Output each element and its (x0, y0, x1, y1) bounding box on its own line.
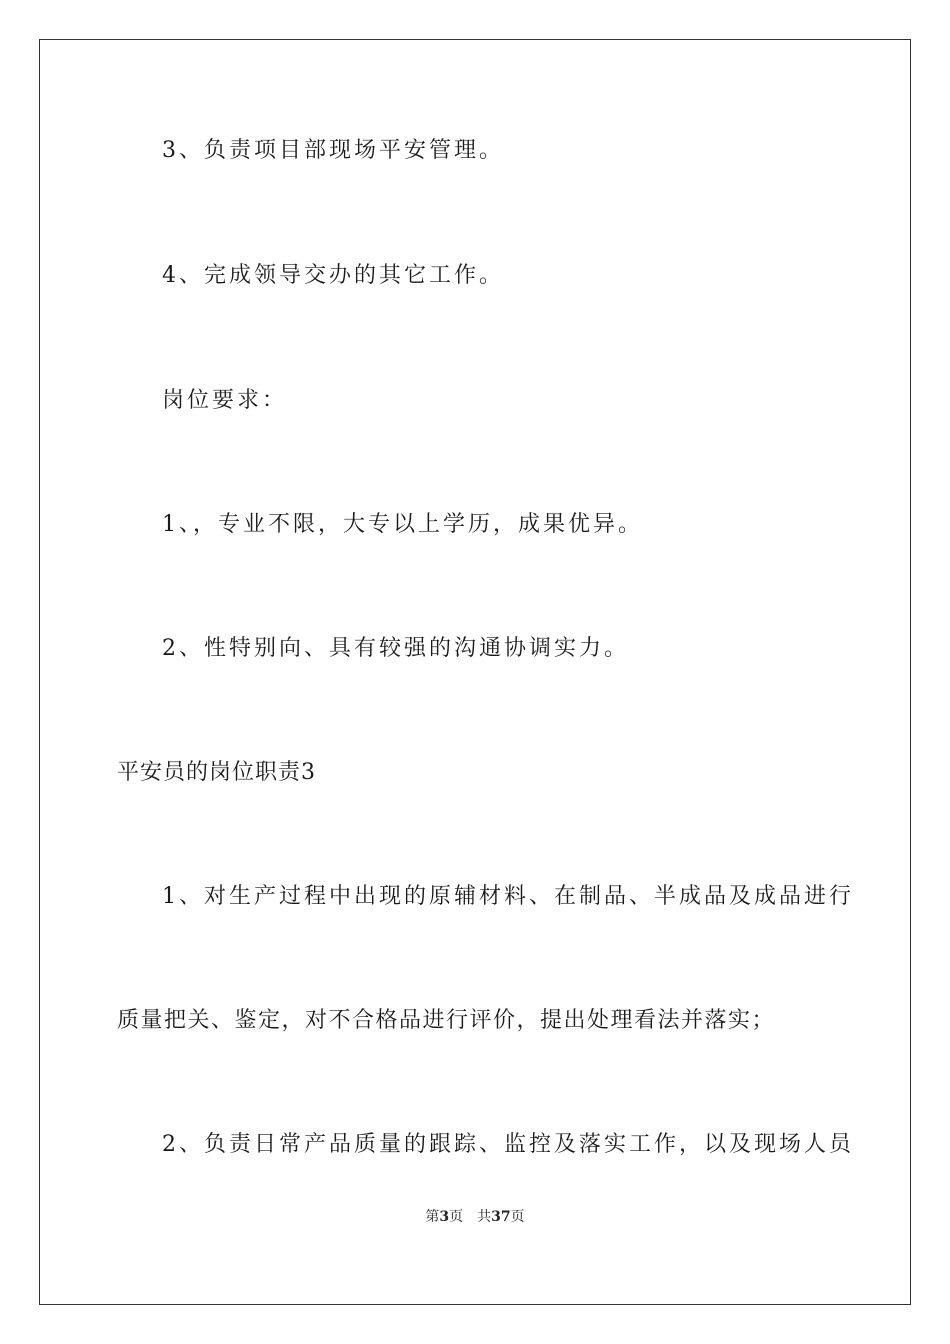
page-footer (0, 1208, 950, 1226)
page-frame (39, 39, 911, 1305)
section-item-1-line-1: 1、对生产过程中出现的原辅材料、在制品、半成品及成品进行 (162, 884, 854, 909)
total-suffix: 页 (510, 1209, 525, 1225)
requirement-item-2: 2、性特别向、具有较强的沟通协调实力。 (162, 636, 629, 661)
total-prefix: 共 (477, 1209, 492, 1225)
section-item-1-line-2: 质量把关、鉴定，对不合格品进行评价，提出处理看法并落实； (117, 1008, 776, 1033)
section-item-2-line-1: 2、负责日常产品质量的跟踪、监控及落实工作，以及现场人员 (162, 1132, 854, 1157)
duty-item-4: 4、完成领导交办的其它工作。 (162, 263, 504, 288)
requirement-item-1: 1、，专业不限，大专以上学历，成果优异。 (162, 512, 643, 537)
duty-item-3: 3、负责项目部现场平安管理。 (162, 138, 504, 163)
page-prefix: 第 (425, 1209, 440, 1225)
page-suffix: 页 (449, 1209, 464, 1225)
requirements-heading: 岗位要求： (162, 388, 288, 413)
section-heading: 平安员的岗位职责3 (117, 760, 316, 785)
page-current: 3 (439, 1209, 450, 1225)
page-total: 37 (491, 1209, 511, 1225)
